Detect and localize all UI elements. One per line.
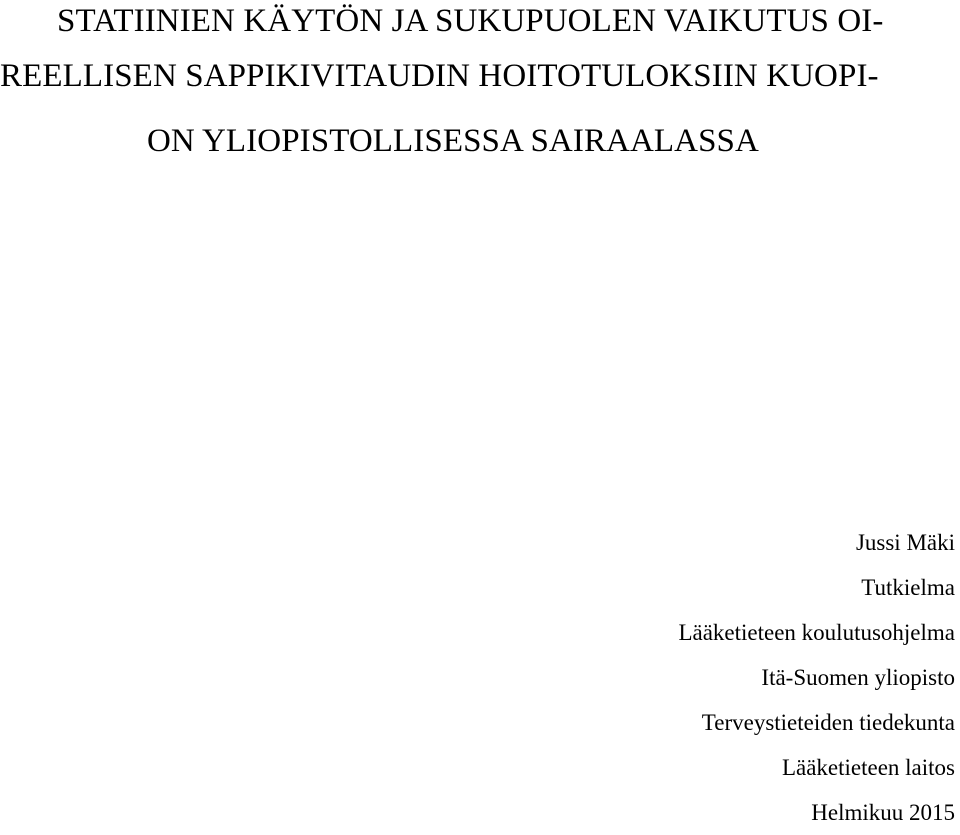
document-type: Tutkielma <box>861 575 955 600</box>
degree-program: Lääketieteen koulutusohjelma <box>678 620 955 645</box>
title-line-1: STATIINIEN KÄYTÖN JA SUKUPUOLEN VAIKUTUS OI- <box>57 3 884 39</box>
author-info-block <box>678 520 955 835</box>
author-name: Jussi Mäki <box>855 530 955 555</box>
submission-date: Helmikuu 2015 <box>811 800 955 825</box>
title-line-2: REELLISEN SAPPIKIVITAUDIN HOITOTULOKSIIN KUOPI- <box>0 58 879 94</box>
faculty-name: Terveystieteiden tiedekunta <box>701 710 955 735</box>
university-name: Itä-Suomen yliopisto <box>761 665 955 690</box>
department-name: Lääketieteen laitos <box>781 755 955 780</box>
title-line-3: ON YLIOPISTOLLISESSA SAIRAALASSA <box>147 123 759 159</box>
